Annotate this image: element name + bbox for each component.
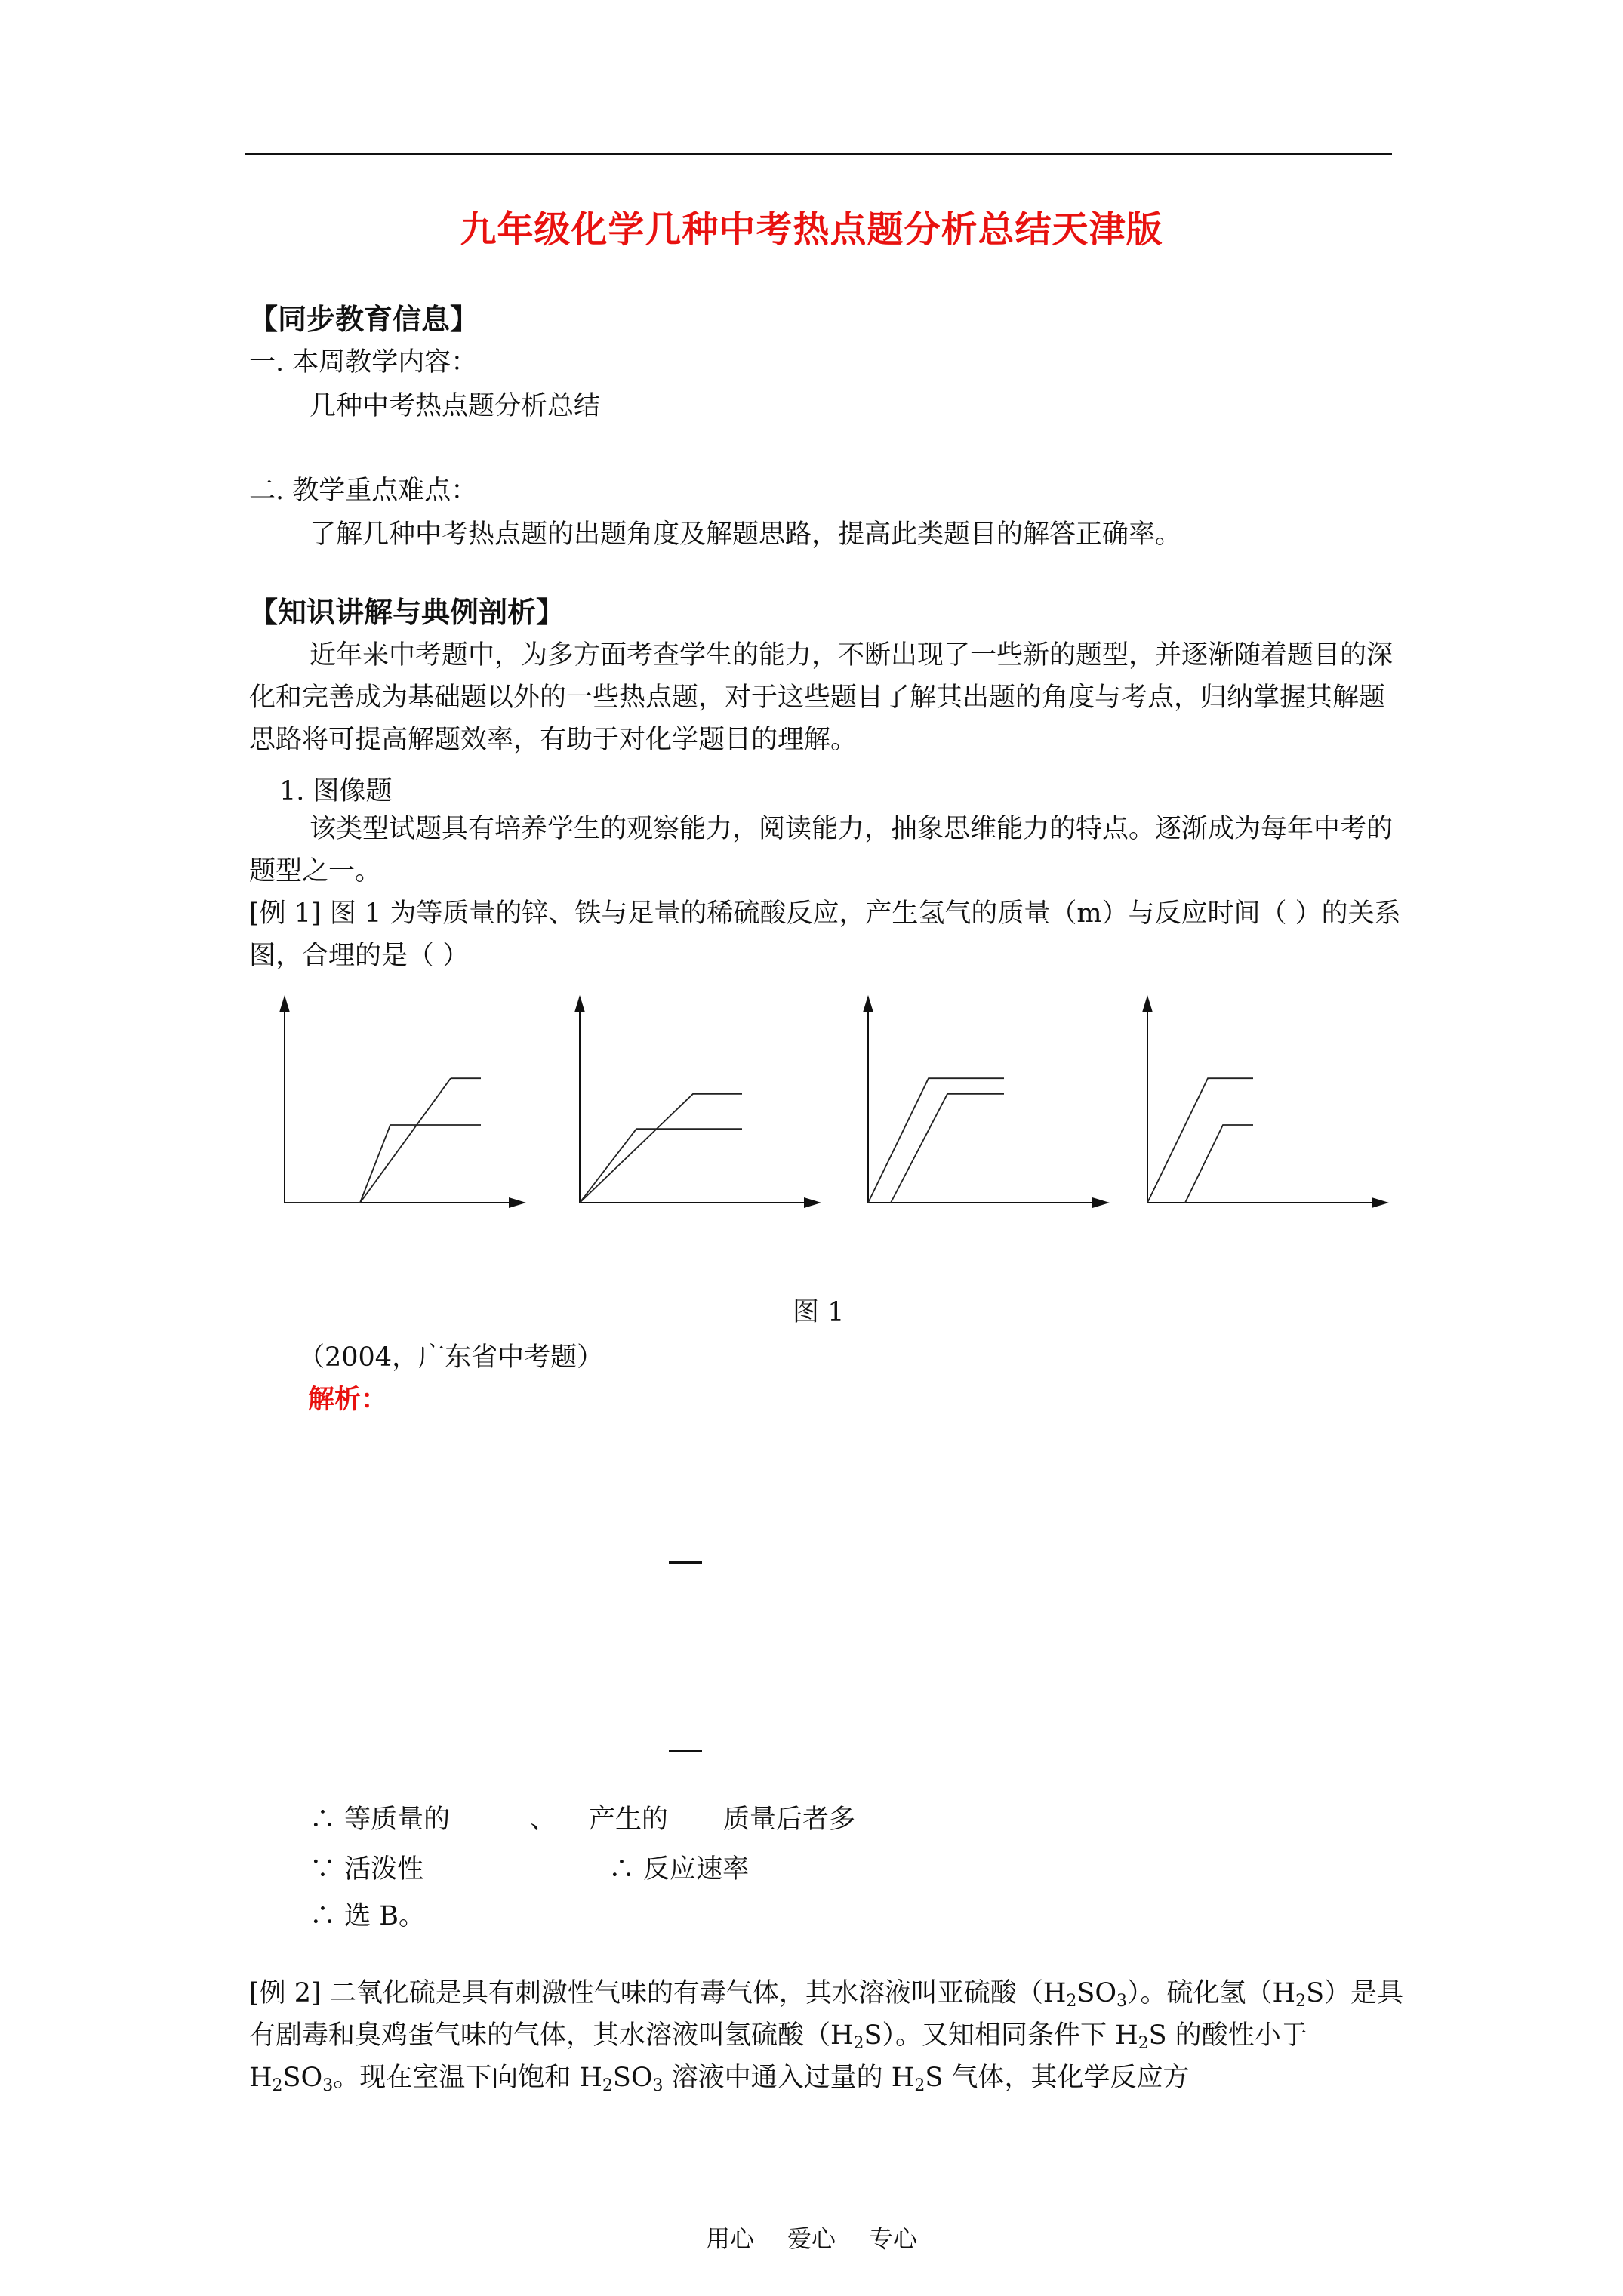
graph-4-x-arrow — [1372, 1197, 1389, 1208]
topic1-paragraph: 该类型试题具有培养学生的观察能力，阅读能力，抽象思维能力的特点。逐渐成为每年中考的题型之一。 — [249, 814, 1394, 886]
section-heading-sync-info: 【同步教育信息】 — [249, 302, 479, 336]
page-footer — [0, 2220, 1623, 2254]
graph-3-series-line-2 — [891, 1094, 1004, 1203]
example1-paragraph: [例 1] 图 1 为等质量的锌、铁与足量的稀硫酸反应，产生氢气的质量（m）与反应时间（ ）的关系图，合理的是（ ） — [249, 898, 1401, 971]
fraction-bar — [669, 1750, 702, 1752]
section-heading-knowledge: 【知识讲解与典例剖析】 — [249, 595, 565, 629]
item2-label: 二. 教学重点难点： — [249, 476, 478, 506]
conclusion-line-1-b: 、 — [530, 1804, 557, 1835]
figure-caption: 图 1 — [793, 1297, 845, 1327]
fraction-bar — [669, 1561, 702, 1564]
conclusion-line-1-d: 质量后者多 — [723, 1804, 856, 1835]
footer-text-b: 爱心 — [787, 2224, 836, 2253]
item1-label: 一. 本周教学内容： — [249, 347, 478, 378]
conclusion-line-2-b: ∴ 反应速率 — [608, 1854, 750, 1885]
conclusion-line-2-a: ∵ 活泼性 — [310, 1854, 424, 1885]
footer-text-c: 专心 — [869, 2224, 918, 2253]
conclusion-line-1-c: 产生的 — [589, 1804, 669, 1835]
graph-4-series-line-1 — [1147, 1078, 1253, 1203]
graph-2-series-line-2 — [580, 1129, 742, 1203]
graph-2-series-line-1 — [580, 1094, 742, 1203]
graph-3-x-arrow — [1092, 1197, 1110, 1208]
graph-1-y-arrow — [279, 995, 290, 1012]
conclusion-line-3: ∴ 选 B。 — [310, 1901, 425, 1931]
item1-text: 几种中考热点题分析总结 — [310, 391, 601, 421]
graph-2-y-arrow — [574, 995, 585, 1012]
graph-2-x-arrow — [804, 1197, 821, 1208]
graph-1-x-arrow — [509, 1197, 526, 1208]
topic1-label: 1. 图像题 — [279, 776, 393, 806]
graph-4-y-arrow — [1142, 995, 1153, 1012]
graph-3-series-line-1 — [868, 1078, 1004, 1203]
footer-text-a: 用心 — [705, 2224, 754, 2253]
source-note: （2004，广东省中考题） — [298, 1342, 604, 1373]
graph-1-series-line-2 — [285, 1125, 481, 1203]
graph-4-series-line-2 — [1185, 1125, 1253, 1203]
analysis-label: 解析： — [308, 1384, 388, 1415]
example2-paragraph: [例 2] 二氧化硫是具有刺激性气味的有毒气体，其水溶液叫亚硫酸$(H_2SO_3)$。硫化氢$(H_2S)$是具有剧毒和臭鸡蛋气味的气体，其水溶液叫氢硫酸$(H_2S)$。又知相同条件下 $H_2S$ 的酸性小于 $H_2SO_3$。现在室温下向饱和 $H_2SO_3$ 溶液中通入过量的 $H_2S$ 气体，其化学反应方 — [249, 1978, 1404, 2095]
graph-3-y-arrow — [863, 995, 873, 1012]
conclusion-line-1-a: ∴ 等质量的 — [310, 1804, 451, 1835]
item2-text: 了解几种中考热点题的出题角度及解题思路，提高此类题目的解答正确率。 — [310, 519, 1182, 550]
intro-paragraph: 近年来中考题中，为多方面考查学生的能力，不断出现了一些新的题型，并逐渐随着题目的深化和完善成为基础题以外的一些热点题，对于这些题目了解其出题的角度与考点，归纳掌握其解题思路将可提高解题效率，有助于对化学题目的理解。 — [249, 640, 1394, 755]
page-title: 九年级化学几种中考热点题分析总结天津版 — [460, 208, 1163, 251]
